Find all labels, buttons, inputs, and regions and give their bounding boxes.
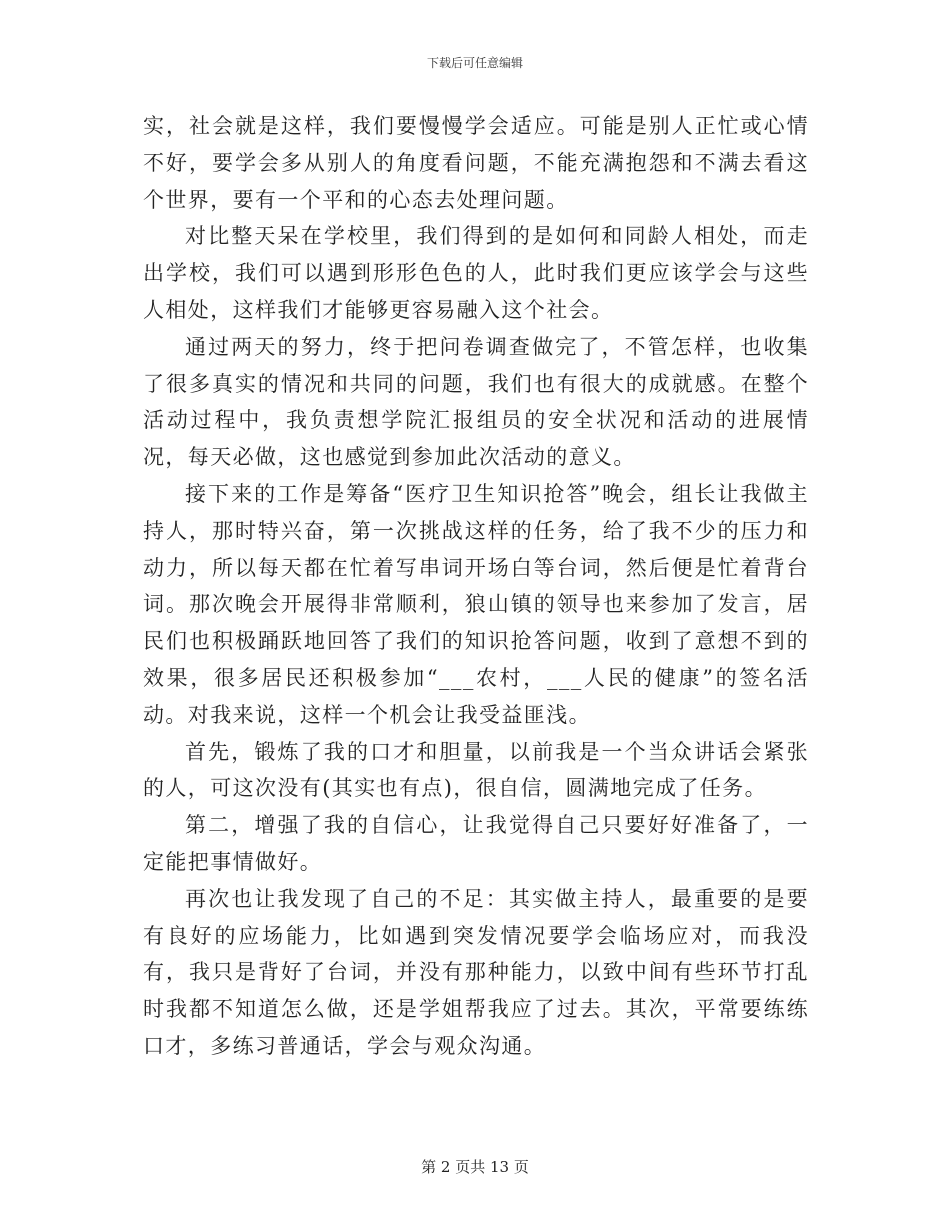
- paragraph-continuation: 实，社会就是这样，我们要慢慢学会适应。可能是别人正忙或心情不好，要学会多从别人的角度看问题，不能充满抱怨和不满去看这个世界，要有一个平和的心态去处理问题。: [143, 114, 809, 212]
- paragraph: 再次也让我发现了自己的不足：其实做主持人，最重要的是要有良好的应场能力，比如遇到突发情况要学会临场应对，而我没有，我只是背好了台词，并没有那种能力，以致中间有些环节打乱时我都不知道怎么做，还是学姐帮我应了过去。其次，平常要练练口才，多练习普通话，学会与观众沟通。: [143, 886, 809, 1058]
- page-number-footer: 第 2 页共 13 页: [421, 1158, 529, 1176]
- paragraph: 首先，锻炼了我的口才和胆量，以前我是一个当众讲话会紧张的人，可这次没有(其实也有点)，很自信，圆满地完成了任务。: [143, 739, 809, 801]
- page-header-note: 下载后可任意编辑: [426, 56, 523, 70]
- paragraph: 对比整天呆在学校里，我们得到的是如何和同龄人相处，而走出学校，我们可以遇到形形色色的人，此时我们更应该学会与这些人相处，这样我们才能够更容易融入这个社会。: [143, 224, 809, 322]
- document-body: [143, 108, 809, 1065]
- paragraph: 接下来的工作是筹备“医疗卫生知识抢答”晚会，组长让我做主持人，那时特兴奋，第一次挑战这样的任务，给了我不少的压力和动力，所以每天都在忙着写串词开场白等台词，然后便是忙着背台词。那次晚会开展得非常顺利，狼山镇的领导也来参加了发言，居民们也积极踊跃地回答了我们的知识抢答问题，收到了意想不到的效果，很多居民还积极参加“___农村，___人民的健康”的签名活动。对我来说，这样一个机会让我受益匪浅。: [143, 481, 809, 727]
- paragraph: 通过两天的努力，终于把问卷调查做完了，不管怎样，也收集了很多真实的情况和共同的问题，我们也有很大的成就感。在整个活动过程中，我负责想学院汇报组员的安全状况和活动的进展情况，每天必做，这也感觉到参加此次活动的意义。: [143, 334, 809, 470]
- paragraph: 第二，增强了我的自信心，让我觉得自己只要好好准备了，一定能把事情做好。: [143, 813, 809, 874]
